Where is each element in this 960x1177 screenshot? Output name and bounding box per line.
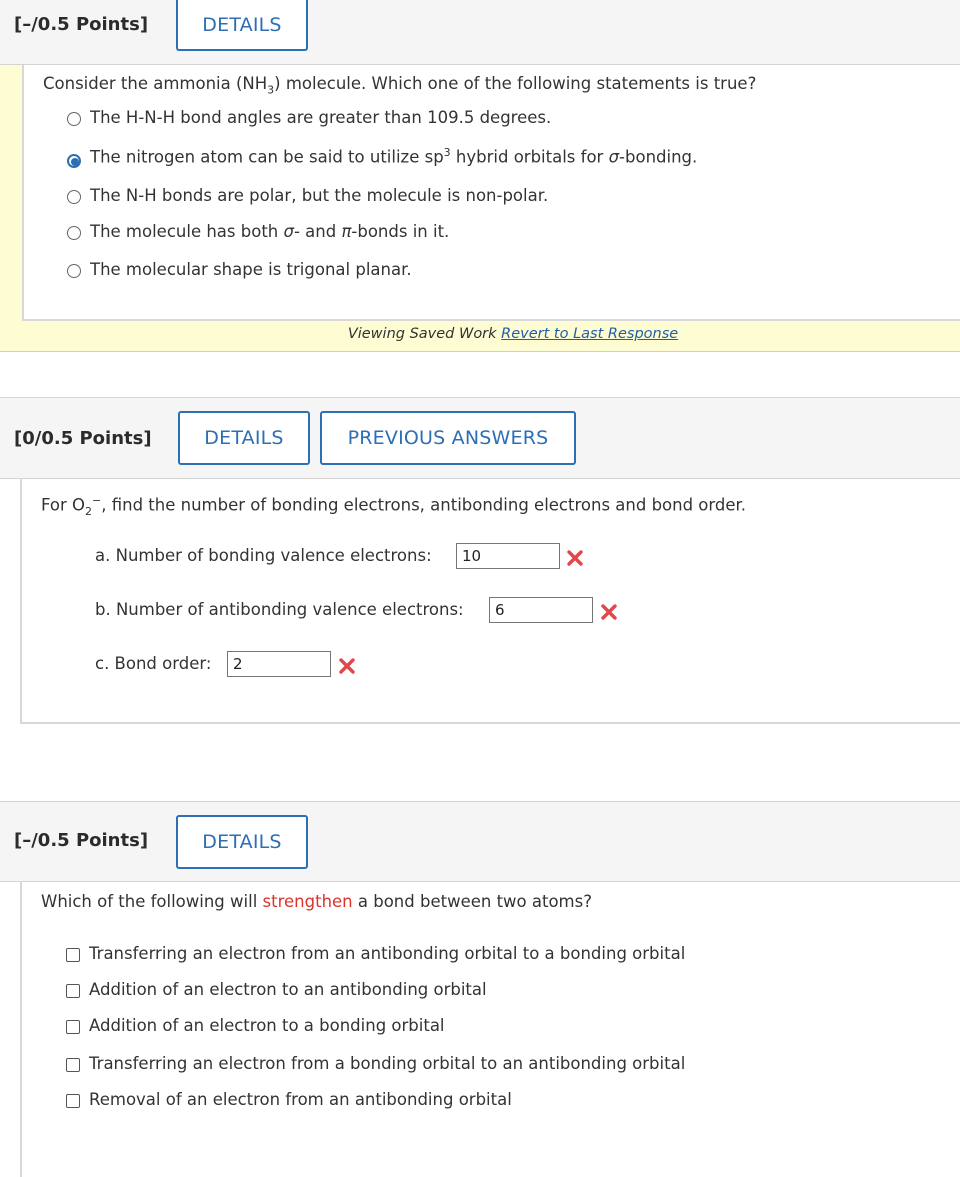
q2-part-c-label: c. Bond order: [95, 654, 212, 673]
q3-option-5[interactable]: Removal of an electron from an antibonding orbital [89, 1090, 512, 1109]
q2-part-c-incorrect-icon [338, 657, 356, 675]
q3-option-2[interactable]: Addition of an electron to an antibonding orbital [89, 980, 487, 999]
saved-work-line [0, 326, 960, 342]
q3-points: [–/0.5 Points] [14, 830, 149, 851]
q3-option-1-checkbox[interactable] [66, 948, 80, 962]
q1-option-1[interactable]: The H-N-H bond angles are greater than 109.5 degrees. [90, 108, 552, 127]
q1-option-2[interactable]: The nitrogen atom can be said to utilize $sp^3$ hybrid orbitals for σ-bonding. [90, 146, 698, 167]
q3-option-4[interactable]: Transferring an electron from a bonding orbital to an antibonding orbital [89, 1054, 686, 1073]
q2-previous-answers-button[interactable]: PREVIOUS ANSWERS [320, 411, 576, 465]
q1-option-3[interactable]: The N-H bonds are polar, but the molecule is non-polar. [90, 186, 549, 205]
q2-part-c-input[interactable]: 2 [227, 651, 331, 677]
q2-question: For $O_2^-$, find the number of bonding electrons, antibonding electrons and bond order. [41, 494, 747, 518]
q1-option-4-radio[interactable] [67, 226, 81, 240]
q1-option-3-radio[interactable] [67, 190, 81, 204]
revert-link[interactable]: Revert to Last Response [501, 326, 679, 342]
q2-part-a-incorrect-icon [566, 549, 584, 567]
q2-part-b-input[interactable]: 6 [489, 597, 593, 623]
q1-option-5-radio[interactable] [67, 264, 81, 278]
q2-part-b-label: b. Number of antibonding valence electrons: [95, 600, 464, 619]
q3-question: Which of the following will strengthen a bond between two atoms? [41, 892, 592, 911]
q3-question-emphasis: strengthen [262, 892, 353, 911]
q3-option-5-checkbox[interactable] [66, 1094, 80, 1108]
q3-details-button[interactable]: DETAILS [176, 815, 308, 869]
saved-work-label: Viewing Saved Work [347, 326, 497, 342]
q2-details-button[interactable]: DETAILS [178, 411, 310, 465]
q1-question: Consider the ammonia $(NH_3)$ molecule. Which one of the following statements is true? [43, 74, 757, 97]
q3-option-1[interactable]: Transferring an electron from an antibonding orbital to a bonding orbital [89, 944, 686, 963]
q1-option-4[interactable]: The molecule has both σ- and π-bonds in it. [90, 222, 450, 241]
q1-option-5[interactable]: The molecular shape is trigonal planar. [90, 260, 412, 279]
q2-points: [0/0.5 Points] [14, 428, 152, 449]
q1-option-1-radio[interactable] [67, 112, 81, 126]
q2-part-a-input[interactable]: 10 [456, 543, 560, 569]
q3-option-3-checkbox[interactable] [66, 1020, 80, 1034]
q3-option-4-checkbox[interactable] [66, 1058, 80, 1072]
q1-option-2-radio[interactable] [67, 154, 81, 168]
q2-part-a-label: a. Number of bonding valence electrons: [95, 546, 432, 565]
q3-option-3[interactable]: Addition of an electron to a bonding orbital [89, 1016, 445, 1035]
q3-option-2-checkbox[interactable] [66, 984, 80, 998]
q1-details-button[interactable]: DETAILS [176, 0, 308, 51]
q1-points: [–/0.5 Points] [14, 14, 149, 35]
q2-part-b-incorrect-icon [600, 603, 618, 621]
